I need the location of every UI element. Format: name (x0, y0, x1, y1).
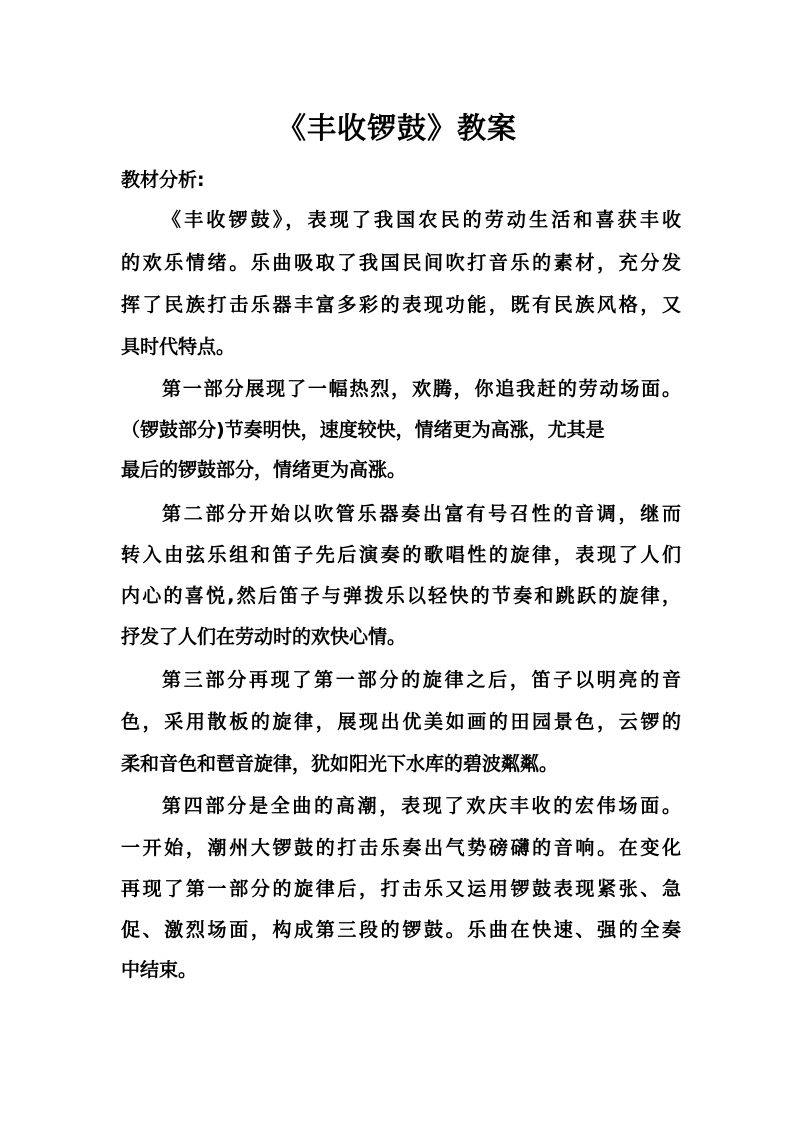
paragraph-line: 转入由弦乐组和笛子先后演奏的歌唱性的旋律，表现了人们 (121, 544, 681, 566)
paragraph-line: 内心的喜悦,然后笛子与弹拨乐以轻快的节奏和跳跃的旋律， (121, 585, 681, 607)
paragraph-line: 中结束。 (121, 959, 198, 981)
paragraph-line: 柔和音色和琶音旋律，犹如阳光下水库的碧波粼粼。 (121, 753, 559, 775)
section-heading: 教材分析: (121, 169, 205, 191)
paragraph-line: 《丰收锣鼓》，表现了我国农民的劳动生活和喜获丰收 (162, 209, 681, 231)
paragraph-line: 的欢乐情绪。乐曲吸取了我国民间吹打音乐的素材，充分发 (121, 252, 681, 274)
paragraph-line: 挥了民族打击乐器丰富多彩的表现功能，既有民族风格，又 (121, 294, 681, 316)
paragraph-line: 色，采用散板的旋律，展现出优美如画的田园景色，云锣的 (121, 711, 681, 733)
paragraph-line: 第三部分再现了第一部分的旋律之后，笛子以明亮的音 (162, 669, 681, 691)
paragraph-line: 再现了第一部分的旋律后，打击乐又运用锣鼓表现紧张、急 (121, 878, 681, 900)
paragraph-line: （锣鼓部分)节奏明快，速度较快，情绪更为高涨，尤其是 (121, 419, 605, 441)
document-title: 《丰收锣鼓》教案 (276, 111, 517, 145)
paragraph-line: 第一部分展现了一幅热烈，欢腾，你追我赶的劳动场面。 (162, 378, 681, 400)
paragraph-line: 第二部分开始以吹管乐器奏出富有号召性的音调，继而 (162, 503, 681, 525)
paragraph-line: 抒发了人们在劳动时的欢快心情。 (121, 626, 407, 648)
paragraph-line: 一开始，潮州大锣鼓的打击乐奏出气势磅礴的音响。在变化 (121, 837, 681, 859)
paragraph-line: 具时代特点。 (121, 336, 236, 358)
paragraph-line: 第四部分是全曲的高潮，表现了欢庆丰收的宏伟场面。 (162, 795, 681, 817)
paragraph-line: 最后的锣鼓部分，情绪更为高涨。 (121, 459, 407, 481)
paragraph-line: 促、激烈场面，构成第三段的锣鼓。乐曲在快速、强的全奏 (121, 919, 681, 941)
